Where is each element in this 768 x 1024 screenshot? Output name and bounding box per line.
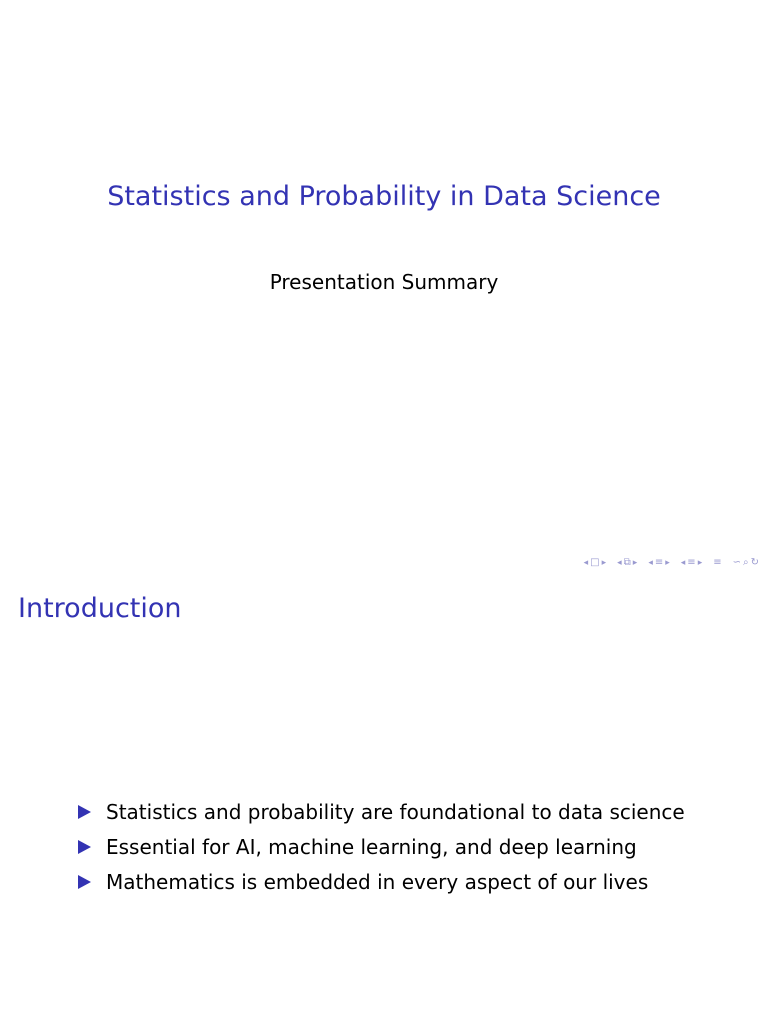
align-icon[interactable]: ∽ <box>732 557 741 568</box>
undo-icon[interactable]: ↻ <box>750 557 759 568</box>
next-section-icon[interactable]: ▸ <box>665 558 670 568</box>
frame-icon[interactable]: ⧉ <box>623 557 631 568</box>
triangle-bullet-icon <box>78 805 91 819</box>
list-item <box>78 864 685 899</box>
list-item <box>78 794 685 829</box>
next-frame-icon[interactable]: ▸ <box>632 558 638 568</box>
frame-nav-group <box>616 556 638 570</box>
bullet-text: Mathematics is embedded in every aspect of our lives <box>106 869 649 894</box>
introduction-slide <box>0 576 768 1024</box>
beamer-navigation-bar <box>574 556 760 570</box>
slide-nav-group <box>583 556 608 570</box>
bullet-text: Essential for AI, machine learning, and deep learning <box>106 834 637 859</box>
document-nav-group <box>712 556 722 570</box>
search-icon[interactable]: ⌕ <box>743 557 749 568</box>
list-item <box>78 829 685 864</box>
bullet-text: Statistics and probability are foundational to data science <box>106 799 685 824</box>
tools-nav-group <box>732 556 760 570</box>
subsection-nav-group <box>680 556 703 570</box>
slide-icon[interactable]: □ <box>590 557 600 568</box>
section-nav-group <box>647 556 670 570</box>
document-icon[interactable]: ≡ <box>713 557 722 568</box>
prev-section-icon[interactable]: ◂ <box>648 558 653 568</box>
frame-title: Introduction <box>18 593 182 624</box>
next-slide-icon[interactable]: ▸ <box>601 558 607 568</box>
section-icon[interactable]: ≡ <box>654 557 664 568</box>
triangle-bullet-icon <box>78 875 91 889</box>
next-subsection-icon[interactable]: ▸ <box>697 558 703 568</box>
prev-slide-icon[interactable]: ◂ <box>583 558 589 568</box>
presentation-subtitle: Presentation Summary <box>269 270 499 294</box>
triangle-bullet-icon <box>78 840 91 854</box>
bullet-list <box>78 794 685 899</box>
subsection-icon[interactable]: ≡ <box>687 557 696 568</box>
prev-frame-icon[interactable]: ◂ <box>617 558 622 568</box>
presentation-title: Statistics and Probability in Data Science <box>107 181 661 212</box>
prev-subsection-icon[interactable]: ◂ <box>680 558 686 568</box>
